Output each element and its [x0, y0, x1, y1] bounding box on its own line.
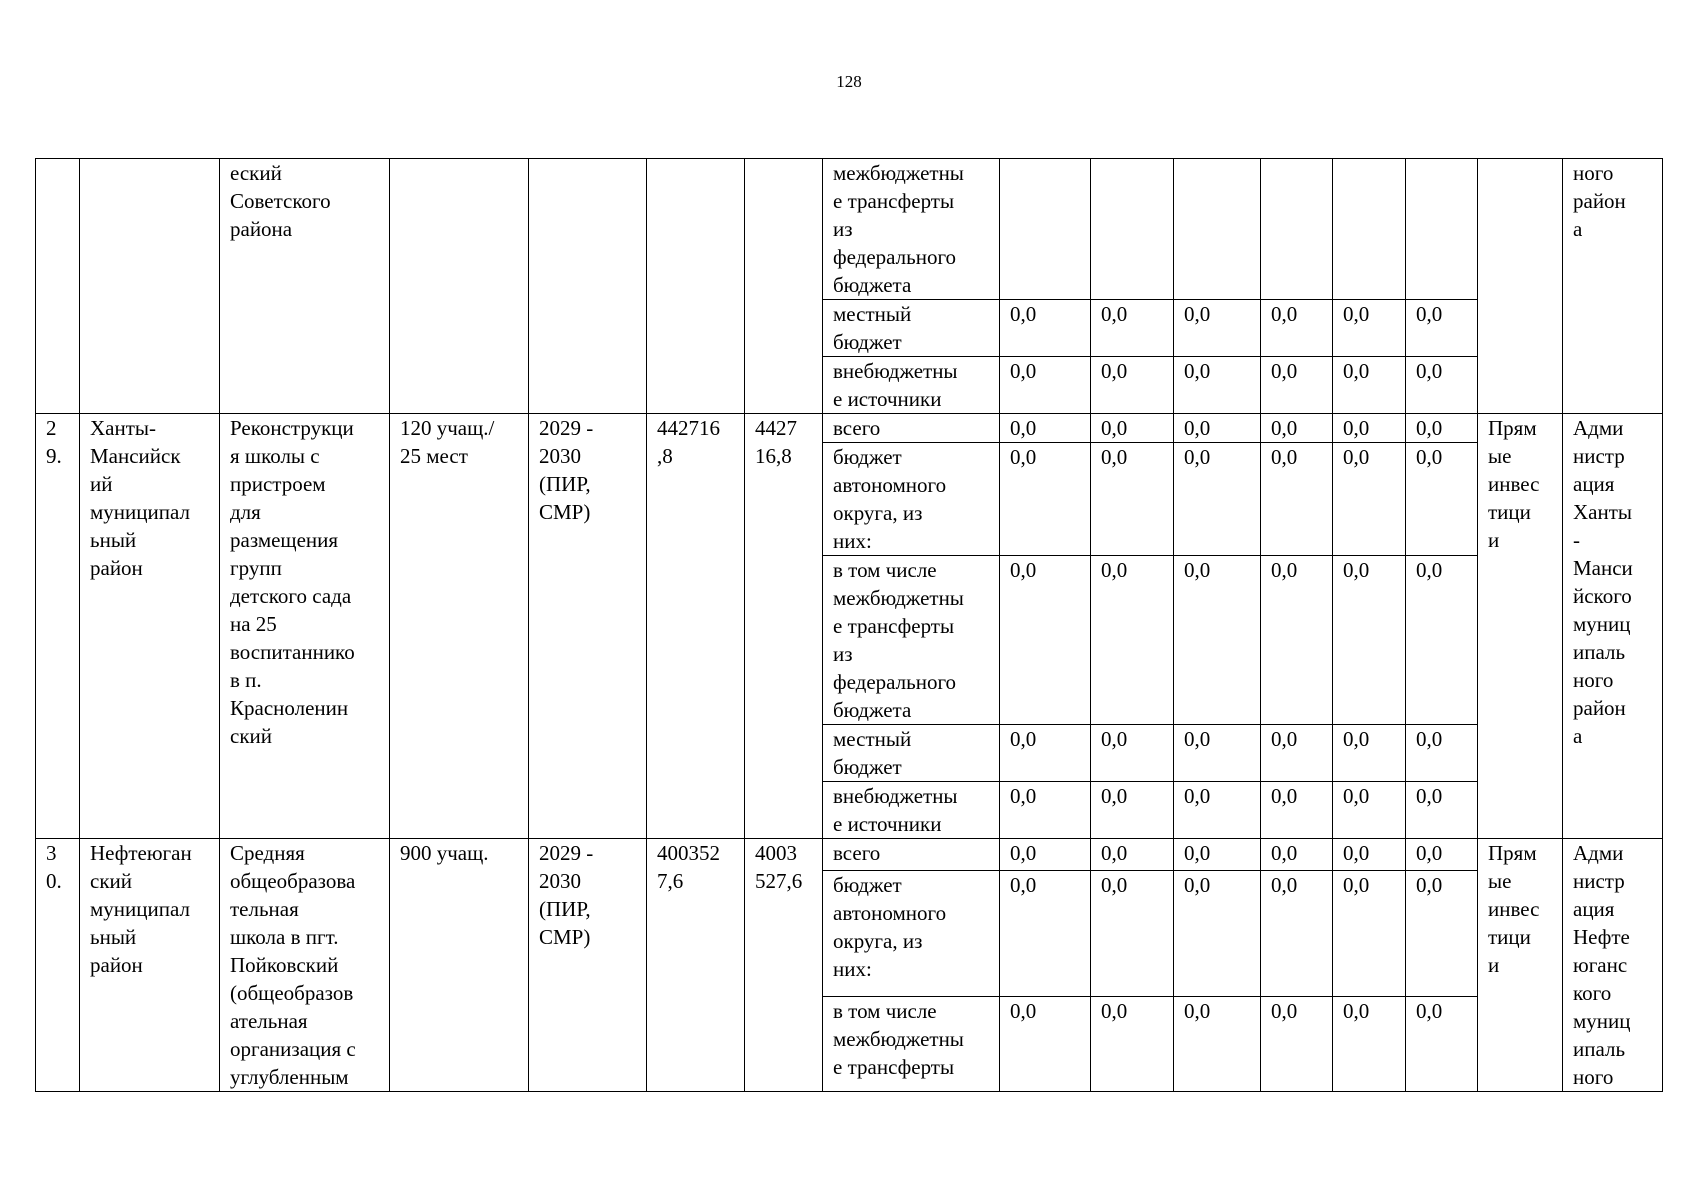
source-name: бюджет автономного округа, из них: — [823, 443, 1000, 556]
source-name: в том числе межбюджетны е трансферты из федерального бюджета — [823, 556, 1000, 725]
investment-table — [35, 158, 1663, 1092]
value-cell: 0,0 — [1091, 871, 1174, 997]
cost-cell — [647, 159, 745, 414]
period-cell: 2029 - 2030 (ПИР, СМР) — [529, 414, 647, 839]
value-cell: 0,0 — [1000, 443, 1091, 556]
source-name: всего — [823, 414, 1000, 443]
value-cell: 0,0 — [1000, 725, 1091, 782]
capacity-cell: 900 учащ. — [390, 839, 529, 1092]
value-cell — [1406, 159, 1478, 300]
value-cell: 0,0 — [1406, 414, 1478, 443]
value-cell: 0,0 — [1406, 556, 1478, 725]
value-cell: 0,0 — [1333, 839, 1406, 871]
value-cell: 0,0 — [1000, 782, 1091, 839]
source-name: внебюджетны е источники — [823, 782, 1000, 839]
value-cell: 0,0 — [1000, 357, 1091, 414]
investment-type-cell — [1478, 159, 1563, 414]
value-cell: 0,0 — [1333, 725, 1406, 782]
value-cell — [1000, 159, 1091, 300]
value-cell: 0,0 — [1406, 443, 1478, 556]
row-number: 2 9. — [36, 414, 80, 839]
source-name: в том числе межбюджетны е трансферты — [823, 997, 1000, 1092]
value-cell: 0,0 — [1333, 871, 1406, 997]
value-cell: 0,0 — [1261, 782, 1333, 839]
value-cell: 0,0 — [1406, 782, 1478, 839]
object-cell: Средняя общеобразова тельная школа в пгт. Пойковский (общеобразов ательная организация с углубленным — [220, 839, 390, 1092]
source-name: бюджет автономного округа, из них: — [823, 871, 1000, 997]
row-number: 3 0. — [36, 839, 80, 1092]
value-cell: 0,0 — [1261, 300, 1333, 357]
value-cell: 0,0 — [1091, 556, 1174, 725]
source-name: всего — [823, 839, 1000, 871]
value-cell: 0,0 — [1333, 997, 1406, 1092]
value-cell: 0,0 — [1333, 414, 1406, 443]
value-cell: 0,0 — [1333, 357, 1406, 414]
period-cell — [529, 159, 647, 414]
value-cell: 0,0 — [1174, 871, 1261, 997]
value-cell: 0,0 — [1406, 725, 1478, 782]
cost-remaining-cell — [745, 159, 823, 414]
customer-cell: Адми нистр ация Ханты - Манси йского муниц ипаль ного район а — [1563, 414, 1663, 839]
value-cell: 0,0 — [1261, 443, 1333, 556]
value-cell: 0,0 — [1333, 556, 1406, 725]
value-cell: 0,0 — [1000, 871, 1091, 997]
value-cell: 0,0 — [1406, 357, 1478, 414]
value-cell: 0,0 — [1406, 300, 1478, 357]
value-cell — [1333, 159, 1406, 300]
value-cell: 0,0 — [1000, 300, 1091, 357]
table-row — [36, 159, 1663, 300]
value-cell: 0,0 — [1174, 839, 1261, 871]
object-cell: еский Советского района — [220, 159, 390, 414]
value-cell — [1091, 159, 1174, 300]
source-name: внебюджетны е источники — [823, 357, 1000, 414]
value-cell — [1261, 159, 1333, 300]
capacity-cell: 120 учащ./ 25 мест — [390, 414, 529, 839]
value-cell: 0,0 — [1174, 997, 1261, 1092]
value-cell: 0,0 — [1333, 782, 1406, 839]
district-cell — [80, 159, 220, 414]
investment-type-cell: Прям ые инвес тици и — [1478, 414, 1563, 839]
value-cell: 0,0 — [1091, 357, 1174, 414]
district-cell: Нефтеюган ский муниципал ьный район — [80, 839, 220, 1092]
value-cell: 0,0 — [1091, 839, 1174, 871]
table-row — [36, 839, 1663, 871]
value-cell: 0,0 — [1091, 443, 1174, 556]
source-name: межбюджетны е трансферты из федерального бюджета — [823, 159, 1000, 300]
value-cell: 0,0 — [1406, 997, 1478, 1092]
value-cell: 0,0 — [1174, 782, 1261, 839]
cost-cell: 400352 7,6 — [647, 839, 745, 1092]
capacity-cell — [390, 159, 529, 414]
value-cell — [1174, 159, 1261, 300]
value-cell: 0,0 — [1174, 357, 1261, 414]
object-cell: Реконструкци я школы с пристроем для размещения групп детского сада на 25 воспитаннико в п. Красноленин ский — [220, 414, 390, 839]
value-cell: 0,0 — [1406, 871, 1478, 997]
value-cell: 0,0 — [1000, 839, 1091, 871]
value-cell: 0,0 — [1174, 556, 1261, 725]
value-cell: 0,0 — [1261, 414, 1333, 443]
value-cell: 0,0 — [1091, 782, 1174, 839]
cost-cell: 442716 ,8 — [647, 414, 745, 839]
value-cell: 0,0 — [1261, 871, 1333, 997]
customer-cell: Адми нистр ация Нефте юганс кого муниц ипаль ного — [1563, 839, 1663, 1092]
source-name: местный бюджет — [823, 300, 1000, 357]
value-cell: 0,0 — [1333, 443, 1406, 556]
value-cell: 0,0 — [1174, 725, 1261, 782]
value-cell: 0,0 — [1091, 414, 1174, 443]
value-cell: 0,0 — [1091, 300, 1174, 357]
value-cell: 0,0 — [1174, 414, 1261, 443]
value-cell: 0,0 — [1000, 414, 1091, 443]
district-cell: Ханты- Мансийск ий муниципал ьный район — [80, 414, 220, 839]
value-cell: 0,0 — [1333, 300, 1406, 357]
cost-remaining-cell: 4427 16,8 — [745, 414, 823, 839]
value-cell: 0,0 — [1261, 556, 1333, 725]
value-cell: 0,0 — [1261, 725, 1333, 782]
cost-remaining-cell: 4003 527,6 — [745, 839, 823, 1092]
value-cell: 0,0 — [1261, 357, 1333, 414]
value-cell: 0,0 — [1091, 725, 1174, 782]
source-name: местный бюджет — [823, 725, 1000, 782]
row-number — [36, 159, 80, 414]
investment-type-cell: Прям ые инвес тици и — [1478, 839, 1563, 1092]
customer-cell: ного район а — [1563, 159, 1663, 414]
page-number: 128 — [836, 72, 862, 91]
value-cell: 0,0 — [1261, 997, 1333, 1092]
value-cell: 0,0 — [1261, 839, 1333, 871]
value-cell: 0,0 — [1000, 997, 1091, 1092]
value-cell: 0,0 — [1000, 556, 1091, 725]
table-row — [36, 414, 1663, 443]
period-cell: 2029 - 2030 (ПИР, СМР) — [529, 839, 647, 1092]
value-cell: 0,0 — [1091, 997, 1174, 1092]
value-cell: 0,0 — [1406, 839, 1478, 871]
value-cell: 0,0 — [1174, 443, 1261, 556]
value-cell: 0,0 — [1174, 300, 1261, 357]
